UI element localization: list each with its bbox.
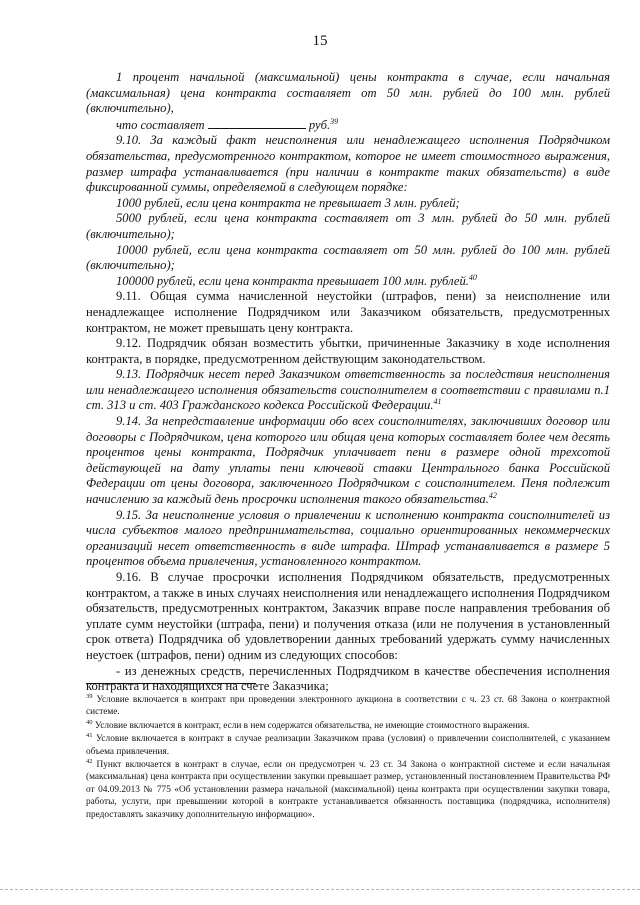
- paragraph-9-13: [86, 367, 610, 414]
- footnote-number: 39: [86, 692, 93, 700]
- footnote-number: 41: [86, 732, 93, 740]
- footnotes: [86, 694, 610, 822]
- paragraph-9-14: [86, 414, 610, 508]
- footnote-41: [86, 733, 610, 758]
- paragraph-fine-100000: [86, 274, 610, 290]
- paragraph-fine-10000: 10000 рублей, если цена контракта составляет от 50 млн. рублей до 100 млн. рублей (включительно);: [86, 242, 610, 273]
- footnote-number: 42: [86, 757, 93, 765]
- footnote-number: 40: [86, 718, 93, 726]
- paragraph-deduction-method: - из денежных средств, перечисленных Подрядчиком в качестве обеспечения исполнения контракта и находящихся на счете Заказчика;: [86, 663, 610, 694]
- amount-text-before: что составляет: [116, 117, 205, 132]
- paragraph-9-14-text: 9.14. За непредставление информации обо всех соисполнителях, заключивших договор или договоры с Подрядчиком, цена которого или общая цена которых составляет более чем десять процентов цены контракта, Подрядчик уплачивает пени в размере одной трехсотой действующей на дату уплаты пени ключевой ставки Центрального банка Российской Федерации от цены договора, заключенного Подрядчиком с соисполнителем. Пеня подлежит начислению за каждый день просрочки исполнения такого обязательства.: [86, 414, 610, 507]
- amount-text-after: руб.: [308, 117, 331, 132]
- paragraph-9-12: 9.12. Подрядчик обязан возместить убытки, причиненные Заказчику в ходе исполнения контракта, в порядке, предусмотренном действующим законодательством.: [86, 336, 610, 366]
- paragraph-9-15: 9.15. За неисполнение условия о привлечении к исполнению контракта соисполнителей из числа субъектов малого предпринимательства, социально ориентированных некоммерческих организаций несет ответственность в виде штрафа. Штраф устанавливается в размере 5 процентов объема привлечения, установленного контрактом.: [86, 507, 610, 569]
- paragraph-9-16: 9.16. В случае просрочки исполнения Подрядчиком обязательств, предусмотренных контрактом, а также в иных случаях неисполнения или ненадлежащего исполнения Подрядчиком обязательств, предусмотренных контрактом, Заказчик вправе после направления требования об уплате сумм неустойки (штрафа, пени) и получения отказа (или не получения в установленный срок ответа) Подрядчика об удовлетворении данных требований удержать сумму начисленных неустоек (штрафов, пени) одним из следующих способов:: [86, 570, 610, 662]
- footnote-40: [86, 720, 610, 732]
- footnote-39: [86, 694, 610, 719]
- footnote-text: Пункт включается в контракт в случае, если он предусмотрен ч. 23 ст. 34 Закона о контрактной системе и если начальная (максимальная) цена контракта при осуществлении закупки превышает размер, установленный постановлением Правительства РФ от 04.09.2013 № 775 «Об установлении размера начальной (максимальной) цены контракта при осуществлении закупки товара, работы, услуги, при превышении которой в контракте устанавливается обязанность поставщика (подрядчика, исполнителя) предоставлять заказчику дополнительную информацию».: [86, 760, 611, 820]
- footnote-text: Условие включается в контракт при проведении электронного аукциона в соответствии с ч. 23 ст. 68 Закона о контрактной системе.: [86, 695, 610, 718]
- paragraph-fine-5000: 5000 рублей, если цена контракта составляет от 3 млн. рублей до 50 млн. рублей (включительно);: [86, 211, 610, 241]
- footnote-separator: [86, 683, 256, 684]
- paragraph-amount-blank: [86, 117, 610, 134]
- footnote-ref-40: 40: [468, 272, 477, 282]
- paragraph-fine-1000: 1000 рублей, если цена контракта не превышает 3 млн. рублей;: [116, 195, 460, 210]
- footnote-ref-41: 41: [433, 397, 442, 407]
- page-bottom-edge: [0, 889, 640, 890]
- footnote-ref-39: 39: [330, 116, 339, 126]
- paragraph-9-13-text: 9.13. Подрядчик несет перед Заказчиком ответственность за последствия неисполнения или ненадлежащего исполнения обязательств соисполнителем в соответствии с правилами п.1 ст. 313 и ст. 403 Гражданского кодекса Российской Федерации.: [86, 367, 610, 413]
- page-number: 15: [312, 33, 328, 49]
- paragraph-9-11: 9.11. Общая сумма начисленной неустойки (штрафов, пени) за неисполнение или ненадлежащее исполнение Подрядчиком или Заказчиком обязательств, предусмотренных контрактом, не может превышать цену контракта.: [86, 289, 610, 335]
- paragraph-9-10: 9.10. За каждый факт неисполнения или ненадлежащего исполнения Подрядчиком обязательства, предусмотренного контрактом, которое не имеет стоимостного выражения, размер штрафа устанавливается (при наличии в контракте таких обязательств) в виде фиксированной суммы, определяемой в следующем порядке:: [86, 133, 610, 195]
- footnote-text: Условие включается в контракт, если в нем содержатся обязательства, не имеющие стоимостного выражения.: [94, 720, 530, 731]
- document-body: [86, 70, 610, 695]
- amount-blank-line: [208, 117, 306, 129]
- footnote-ref-42: 42: [488, 490, 497, 500]
- footnote-42: [86, 759, 610, 821]
- fine-100000-text: 100000 рублей, если цена контракта превышает 100 млн. рублей.: [116, 273, 469, 288]
- paragraph-penalty-1-percent: 1 процент начальной (максимальной) цены контракта в случае, если начальная (максимальная) цена контракта составляет от 50 млн. рублей до 100 млн. рублей (включительно),: [86, 70, 610, 116]
- footnote-text: Условие включается в контракт в случае реализации Заказчиком права (условия) о привлечении соисполнителей, с указанием объема привлечения.: [86, 734, 610, 757]
